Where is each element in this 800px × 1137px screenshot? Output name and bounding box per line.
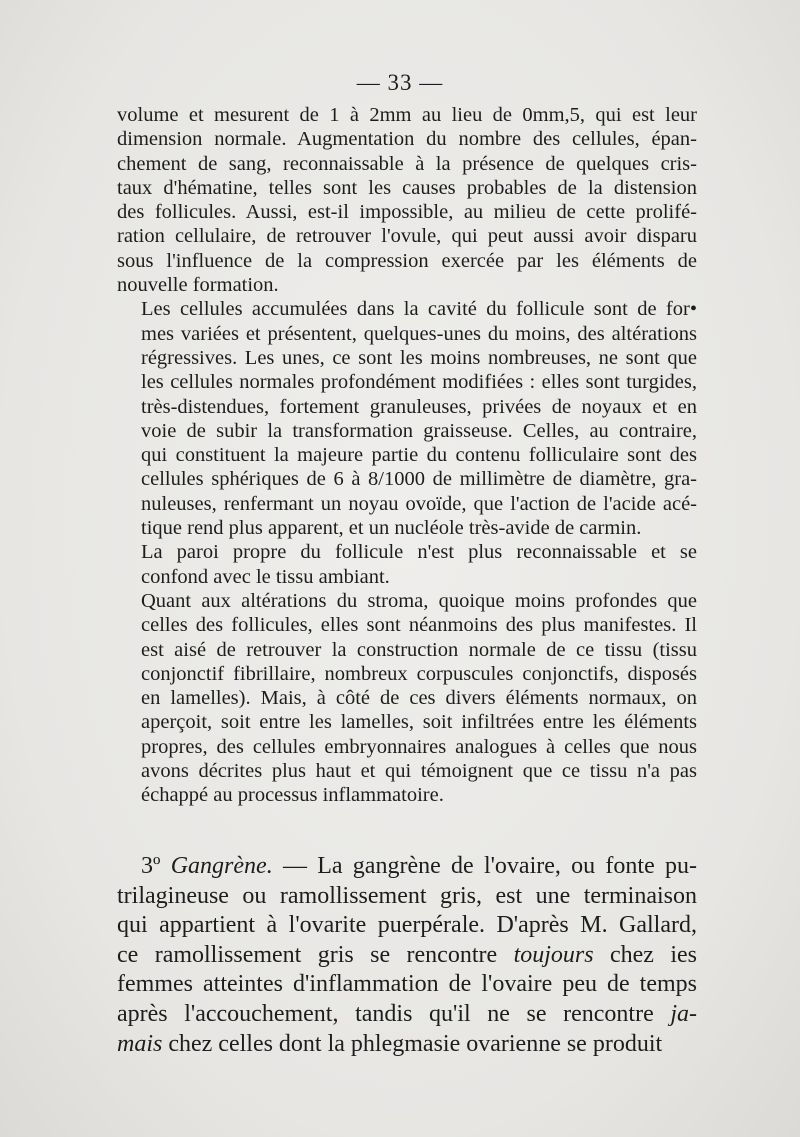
text-word: chez (609, 941, 654, 968)
section-number: 3º (141, 853, 161, 879)
text-word: ies (670, 941, 698, 968)
text-line: cellules sphériques de 6 à 8/1000 de millimètre de diamètre, gra- (141, 468, 697, 491)
text-line: confond avec le tissu ambiant. (141, 565, 390, 588)
text-line: ce ramollissement gris se rencontre (117, 941, 498, 968)
text-line: volume et mesurent de 1 à 2mm au lieu de 0mm,5, qui est leur (117, 104, 697, 126)
text-line: taux d'hématine, telles sont les causes probables de la distension (117, 176, 697, 199)
text-line: les cellules normales profondément modifiées : elles sont turgides, (141, 371, 697, 394)
text-line: ration cellulaire, de retrouver l'ovule, qui peut aussi avoir disparu (117, 225, 697, 248)
paragraph (117, 297, 697, 540)
paragraph (117, 103, 697, 297)
text-line: propres, des cellules embryonnaires analogues à celles que nous (141, 735, 697, 758)
text-line: tique rend plus apparent, et un nucléole très-avide de carmin. (141, 517, 642, 540)
emphasis-word: mais (117, 1030, 163, 1057)
text-line: aperçoit, soit entre les lamelles, soit infiltrées entre les éléments (141, 711, 697, 734)
text-line: La paroi propre du follicule n'est plus reconnaissable et se (141, 541, 697, 564)
text-line: trilagineuse ou ramollissement gris, est une terminaison (117, 882, 697, 909)
text-line: en lamelles). Mais, à côté de ces divers éléments normaux, on (141, 687, 697, 710)
text-line: qui appartient à l'ovarite puerpérale. D'après M. Gallard, (117, 912, 697, 939)
text-line: nouvelle formation. (117, 274, 279, 297)
text-line: conjonctif fibrillaire, nombreux corpuscules conjonctifs, disposés (141, 662, 697, 685)
text-line: qui constituent la majeure partie du contenu folliculaire sont des (141, 444, 697, 467)
emphasis-word: ja- (670, 1000, 698, 1027)
text-line: mes variées et présentent, quelques-unes du moins, des altérations (141, 322, 697, 345)
text-line: nuleuses, renfermant un noyau ovoïde, que l'action de l'acide acé- (141, 492, 697, 515)
emphasis-word: toujours (513, 941, 594, 968)
section-dash: — (282, 853, 307, 879)
text-line: des follicules. Aussi, est-il impossible, au milieu de cette prolifé- (117, 201, 697, 224)
page-number: — 33 — (356, 70, 444, 95)
paragraph (117, 589, 697, 808)
section-first-line (117, 852, 697, 882)
text-line: est aisé de retrouver la construction normale de ce tissu (tissu (141, 638, 697, 661)
text-line: voie de subir la transformation graisseuse. Celles, au contraire, (141, 419, 697, 442)
text-line-composite (117, 1030, 697, 1060)
text-line: avons décrites plus haut et qui témoignent que ce tissu n'a pas (141, 760, 697, 783)
text-line: très-distendues, fortement granuleuses, privées de noyaux et en (141, 395, 697, 418)
text-line: régressives. Les unes, ce sont les moins nombreuses, ne sont que (141, 346, 697, 369)
text-line: sous l'influence de la compression exercée par les éléments de (117, 249, 697, 272)
text-line: La gangrène de l'ovaire, ou fonte pu- (317, 853, 697, 879)
section-gangrene (117, 852, 697, 1059)
text-line: chement de sang, reconnaissable à la présence de quelques cris- (117, 152, 697, 175)
text-line: Les cellules accumulées dans la cavité du follicule sont de for• (141, 298, 697, 321)
text-line: celles des follicules, elles sont néanmoins des plus manifestes. Il (141, 614, 697, 637)
text-line-composite (117, 1000, 697, 1030)
paragraph (117, 540, 697, 589)
text-line-composite (117, 941, 697, 971)
text-line: après l'accouchement, tandis qu'il ne se rencontre (117, 1000, 654, 1027)
body-text-small (117, 103, 697, 808)
section-title: Gangrène. (170, 853, 273, 879)
text-line: échappé au processus inflammatoire. (141, 784, 444, 807)
text-line: femmes atteintes d'inflammation de l'ovaire peu de temps (117, 971, 697, 998)
text-line: dimension normale. Augmentation du nombre des cellules, épan- (117, 128, 697, 151)
text-line: Quant aux altérations du stroma, quoique moins profondes que (141, 589, 697, 612)
text-line: chez celles dont la phlegmasie ovarienne se produit (168, 1030, 663, 1057)
